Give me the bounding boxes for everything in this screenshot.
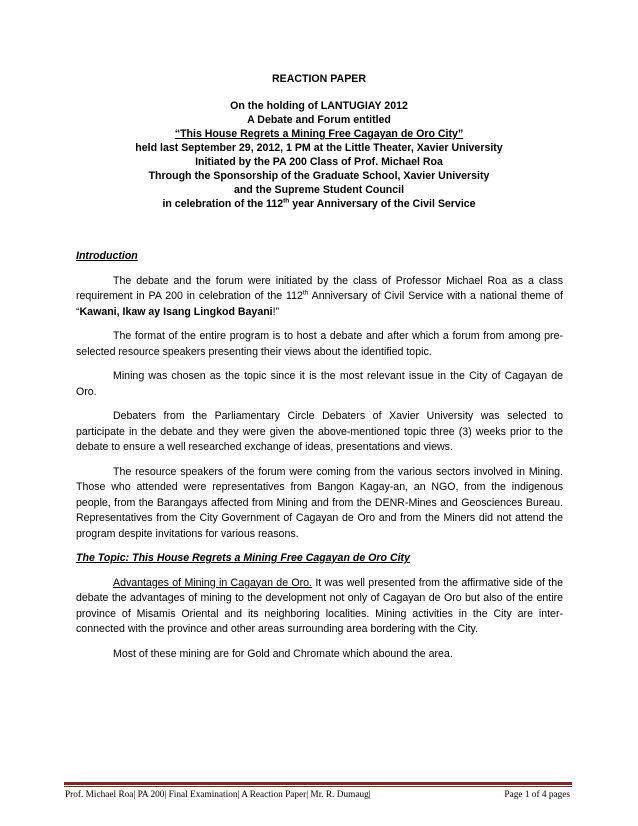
paragraph: The resource speakers of the forum were coming from the various sectors involved in Mining. Those who attended were representatives from Bangon Kagay-an, an NGO, from the indigenous people, from the Barangays affected from Mining and from the DENR-Mines and Geosciences Bureau. Representatives from the City Government of Cagayan de Oro and from the Miners did not attend the program despite invitations for various reasons.: [76, 465, 563, 540]
debate-title: “This House Regrets a Mining Free Cagayan de Oro City”: [174, 128, 464, 140]
footer-text: Prof. Michael Roa| PA 200| Final Examination| A Reaction Paper| Mr. R. Dumaug|: [65, 790, 371, 800]
title-line-8: [0, 197, 638, 211]
topic-p1-rest: It was well presented from the affirmative side of the debate the advantages of mining to the development not only of Cagayan de Oro but also of the entire province of Misamis Oriental and its neighboring localities. Mining activities in the City are inter-connected with the province and other areas surrounding area bordering with the City.: [76, 576, 563, 635]
page-number: Page 1 of 4 pages: [504, 790, 570, 800]
intro-p1-a: The debate and the forum were initiated by the class of Professor Michael Roa as a class requirement in PA 200 in celebration of the 112: [76, 274, 563, 302]
document-body: [76, 249, 563, 671]
paragraph: [76, 274, 563, 321]
intro-p1-sup: th: [302, 289, 309, 297]
title-line-1: On the holding of LANTUGIAY 2012: [230, 100, 408, 112]
title-line-8-post: year Anniversary of the Civil Service: [289, 198, 476, 210]
paragraph: Most of these mining are for Gold and Chromate which abound the area.: [113, 647, 453, 660]
section-heading-topic: The Topic: This House Regrets a Mining Free Cagayan de Oro City: [76, 552, 410, 564]
intro-p1-theme: Kawani, Ikaw ay Isang Lingkod Bayani: [79, 305, 273, 318]
paper-title: REACTION PAPER: [272, 73, 366, 85]
title-block: [0, 72, 638, 211]
intro-p1-c: !”: [272, 305, 280, 318]
section-heading-introduction: Introduction: [76, 250, 138, 262]
topic-p1-subheading: Advantages of Mining in Cagayan de Oro.: [113, 576, 313, 589]
footer-rule: [64, 782, 572, 785]
paragraph: The format of the entire program is to host a debate and after which a forum from among pre-selected resource speakers presenting their views about the identified topic.: [76, 330, 563, 358]
title-line-6: Through the Sponsorship of the Graduate School, Xavier University: [148, 170, 490, 182]
title-line-8-sup: th: [283, 197, 290, 205]
paragraph: Debaters from the Parliamentary Circle Debaters of Xavier University was selected to participate in the debate and they were given the above-mentioned topic three (3) weeks prior to the debate to ensure a well researched exchange of ideas, presentations and views.: [76, 410, 563, 453]
intro-p1-b: Anniversary of Civil Service with a national theme of “: [76, 290, 563, 318]
title-line-2: A Debate and Forum entitled: [247, 114, 391, 126]
title-line-5: Initiated by the PA 200 Class of Prof. Michael Roa: [195, 156, 443, 168]
title-line-7: and the Supreme Student Council: [233, 184, 405, 196]
footer-rule-thin: [64, 786, 572, 787]
paragraph: Mining was chosen as the topic since it is the most relevant issue in the City of Cagayan de Oro.: [76, 370, 563, 398]
title-line-8-pre: in celebration of the 112: [162, 198, 284, 210]
title-line-4: held last September 29, 2012, 1 PM at the Little Theater, Xavier University: [135, 142, 503, 154]
paragraph: [76, 576, 563, 638]
